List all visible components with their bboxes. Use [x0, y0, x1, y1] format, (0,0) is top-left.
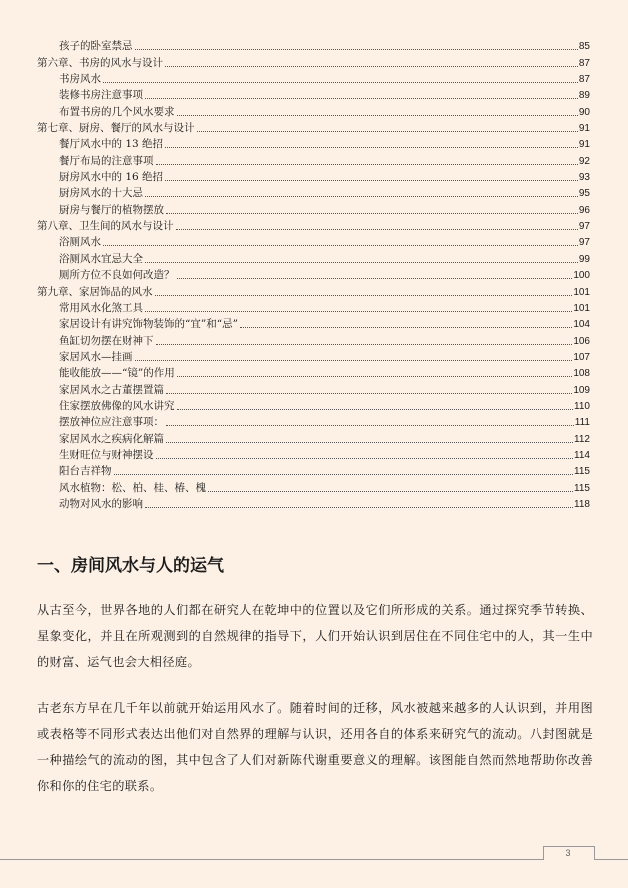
- toc-entry[interactable]: [37, 71, 590, 87]
- toc-entry-page: 91: [578, 123, 590, 135]
- toc-entry-page: 108: [573, 368, 590, 380]
- toc-entry[interactable]: [37, 300, 590, 316]
- toc-entry-page: 112: [574, 433, 590, 445]
- toc-entry-page: 97: [578, 237, 590, 249]
- table-of-contents: [37, 38, 590, 512]
- toc-entry[interactable]: [37, 38, 590, 54]
- toc-leader-dots: [156, 344, 573, 345]
- toc-chapter-entry[interactable]: [37, 283, 590, 299]
- toc-entry-title: 书房风水: [59, 73, 101, 86]
- toc-leader-dots: [155, 295, 573, 296]
- toc-entry-title: 厨房风水的十大忌: [59, 187, 143, 200]
- toc-entry-title: 浴厕风水: [59, 236, 101, 249]
- toc-entry-page: 85: [578, 41, 590, 53]
- toc-entry-title: 布置书房的几个风水要求: [59, 105, 175, 118]
- toc-leader-dots: [177, 376, 573, 377]
- toc-entry-title: 餐厅风水中的 13 绝招: [59, 138, 164, 151]
- toc-entry-title: 装修书房注意事项: [59, 89, 143, 102]
- toc-entry[interactable]: [37, 267, 590, 283]
- toc-entry-title: 阳台吉祥物: [59, 465, 112, 478]
- toc-entry-title: 第六章、书房的风水与设计: [37, 56, 163, 69]
- toc-entry-page: 92: [578, 155, 590, 167]
- toc-entry-page: 93: [578, 172, 590, 184]
- toc-entry[interactable]: [37, 316, 590, 332]
- toc-entry-page: 90: [578, 106, 590, 118]
- toc-leader-dots: [145, 507, 573, 508]
- toc-entry-page: 91: [578, 139, 590, 151]
- toc-entry[interactable]: [37, 414, 590, 430]
- toc-leader-dots: [145, 196, 578, 197]
- toc-entry-page: 101: [573, 302, 590, 314]
- page-number: 3: [565, 848, 571, 858]
- toc-entry-page: 95: [578, 188, 590, 200]
- toc-entry-page: 104: [573, 319, 590, 331]
- toc-entry-title: 厨房与餐厅的植物摆放: [59, 203, 164, 216]
- toc-leader-dots: [145, 262, 578, 263]
- toc-leader-dots: [208, 491, 573, 492]
- toc-entry[interactable]: [37, 479, 590, 495]
- toc-leader-dots: [103, 82, 578, 83]
- toc-leader-dots: [114, 474, 574, 475]
- toc-entry-page: 106: [573, 335, 590, 347]
- toc-entry-title: 厕所方位不良如何改造？: [59, 269, 175, 282]
- toc-entry[interactable]: [37, 103, 590, 119]
- toc-entry[interactable]: [37, 496, 590, 512]
- toc-entry-page: 115: [574, 466, 590, 478]
- toc-entry-page: 101: [573, 286, 590, 298]
- toc-entry[interactable]: [37, 447, 590, 463]
- toc-leader-dots: [165, 66, 578, 67]
- toc-leader-dots: [103, 245, 578, 246]
- toc-leader-dots: [156, 458, 574, 459]
- toc-entry-page: 110: [574, 400, 590, 412]
- footer-rule: [0, 859, 628, 860]
- body-paragraph-1: 从古至今，世界各地的人们都在研究人在乾坤中的位置以及它们所形成的关系。通过探究季节转换、星象变化，并且在所观测到的自然规律的指导下，人们开始认识到居住在不同住宅中的人，其一生中的财富、运气也会大相径庭。: [37, 603, 593, 669]
- toc-entry-page: 96: [578, 204, 590, 216]
- toc-entry-title: 能收能放——“镜”的作用: [59, 367, 175, 380]
- body-paragraph-2: 古老东方早在几千年以前就开始运用风水了。随着时间的迁移，风水被越来越多的人认识到，并用图或表格等不同形式表达出他们对自然界的理解与认识，还用各自的体系来研究气的流动。八封图就是一种描绘气的流动的图，其中包含了人们对新陈代谢重要意义的理解。该图能自然而然地帮助你改善你和你的住宅的联系。: [37, 701, 593, 793]
- toc-entry-title: 餐厅布局的注意事项: [59, 154, 154, 167]
- toc-leader-dots: [166, 393, 572, 394]
- toc-leader-dots: [166, 425, 574, 426]
- toc-entry[interactable]: [37, 332, 590, 348]
- toc-entry-page: 100: [573, 270, 590, 282]
- toc-entry-title: 鱼缸切勿摆在财神下: [59, 334, 154, 347]
- toc-entry[interactable]: [37, 185, 590, 201]
- toc-entry[interactable]: [37, 398, 590, 414]
- toc-entry-title: 家居设计有讲究饰物装饰的“宜”和“忌”: [59, 318, 238, 331]
- toc-leader-dots: [177, 115, 578, 116]
- toc-leader-dots: [165, 180, 578, 181]
- toc-entry[interactable]: [37, 250, 590, 266]
- toc-leader-dots: [166, 442, 573, 443]
- toc-entry[interactable]: [37, 87, 590, 103]
- toc-entry[interactable]: [37, 152, 590, 168]
- toc-chapter-entry[interactable]: [37, 54, 590, 70]
- toc-entry-page: 109: [573, 384, 590, 396]
- toc-entry-title: 摆放神位应注意事项：: [59, 416, 164, 429]
- toc-leader-dots: [197, 131, 578, 132]
- section-heading: 一、房间风水与人的运气: [37, 556, 224, 576]
- toc-entry-page: 87: [578, 74, 590, 86]
- toc-entry[interactable]: [37, 201, 590, 217]
- toc-entry[interactable]: [37, 430, 590, 446]
- toc-entry-title: 常用风水化煞工具: [59, 301, 143, 314]
- toc-entry[interactable]: [37, 365, 590, 381]
- toc-entry-title: 第九章、家居饰品的风水: [37, 285, 153, 298]
- toc-entry-title: 风水植物：松、柏、桂、椿、槐: [59, 481, 206, 494]
- toc-leader-dots: [145, 98, 578, 99]
- toc-leader-dots: [145, 311, 572, 312]
- toc-chapter-entry[interactable]: [37, 218, 590, 234]
- toc-entry-page: 89: [578, 90, 590, 102]
- toc-entry[interactable]: [37, 169, 590, 185]
- toc-entry[interactable]: [37, 381, 590, 397]
- toc-entry-title: 家居风水—挂画: [59, 350, 133, 363]
- toc-entry-page: 118: [574, 498, 590, 510]
- toc-entry-title: 住家摆放佛像的风水讲究: [59, 399, 175, 412]
- toc-entry-title: 家居风水之疾病化解篇: [59, 432, 164, 445]
- toc-entry[interactable]: [37, 136, 590, 152]
- toc-entry-title: 动物对风水的影响: [59, 497, 143, 510]
- toc-entry-page: 87: [578, 57, 590, 69]
- toc-chapter-entry[interactable]: [37, 120, 590, 136]
- toc-leader-dots: [165, 147, 578, 148]
- toc-entry-page: 97: [578, 221, 590, 233]
- toc-leader-dots: [135, 360, 573, 361]
- toc-leader-dots: [156, 164, 578, 165]
- toc-entry-page: 115: [574, 482, 590, 494]
- toc-entry-page: 99: [578, 253, 590, 265]
- toc-entry-title: 生财旺位与财神摆设: [59, 448, 154, 461]
- toc-entry-page: 107: [573, 351, 590, 363]
- toc-entry-page: 111: [574, 417, 590, 429]
- toc-entry-title: 第七章、厨房、餐厅的风水与设计: [37, 122, 195, 135]
- toc-entry-title: 厨房风水中的 16 绝招: [59, 171, 164, 184]
- toc-leader-dots: [177, 278, 573, 279]
- toc-entry-title: 第八章、卫生间的风水与设计: [37, 220, 174, 233]
- toc-entry-page: 114: [574, 449, 590, 461]
- toc-leader-dots: [135, 49, 578, 50]
- toc-leader-dots: [240, 327, 572, 328]
- toc-leader-dots: [166, 213, 578, 214]
- toc-leader-dots: [177, 409, 574, 410]
- toc-entry[interactable]: [37, 349, 590, 365]
- toc-entry[interactable]: [37, 463, 590, 479]
- toc-entry-title: 浴厕风水宜忌大全: [59, 252, 143, 265]
- toc-entry-title: 孩子的卧室禁忌: [59, 40, 133, 53]
- toc-entry-title: 家居风水之古董摆置篇: [59, 383, 164, 396]
- toc-entry[interactable]: [37, 234, 590, 250]
- toc-leader-dots: [176, 229, 578, 230]
